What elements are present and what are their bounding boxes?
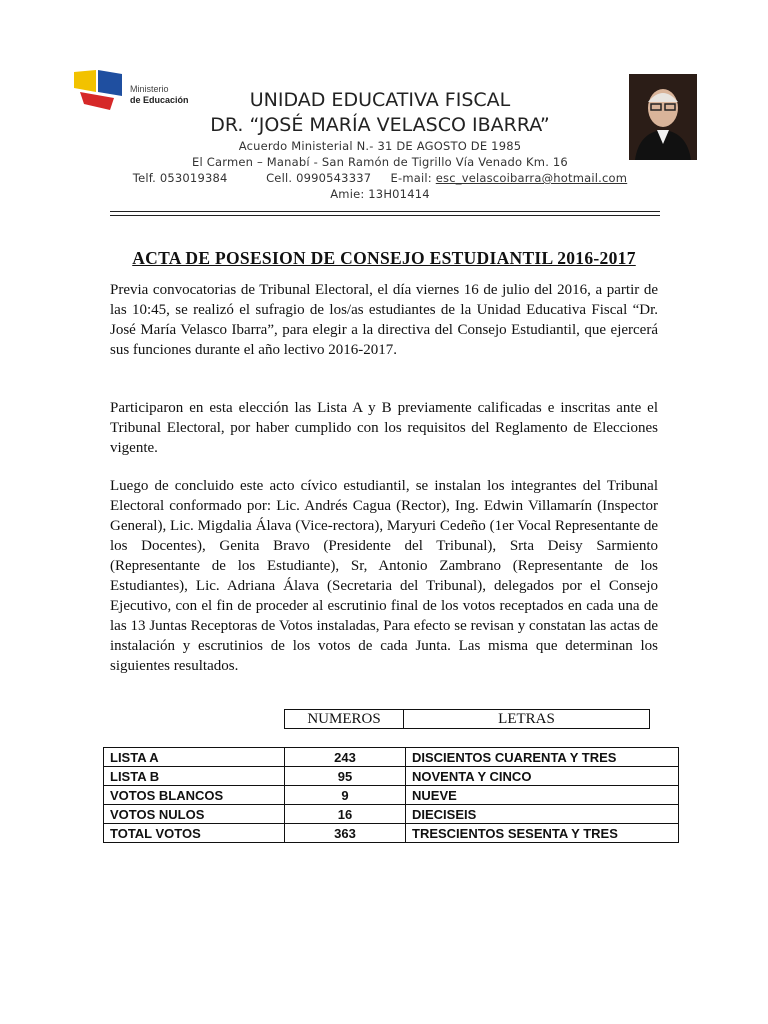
school-name-line1: UNIDAD EDUCATIVA FISCAL xyxy=(249,89,511,111)
row-words: TRESCIENTOS SESENTA Y TRES xyxy=(406,824,679,843)
row-number: 363 xyxy=(285,824,406,843)
paragraph-tribunal: Luego de concluido este acto cívico estudiantil, se instalan los integrantes del Tribunal Electoral conformado por: Lic. Andrés Cagua (Rector), Ing. Edwin Villamarín (Inspector General), Lic. Migdalia Álava (Vice-rectora), Maryuri Cedeño (1er Vocal Representante de los Docentes), Genita Bravo (Presidente del Tribunal), Srta Deisy Sarmiento (Representante de los Estudiante), Sr, Antonio Zambrano (Representante de los Estudiantes), Lic. Adriana Álava (Secretaria del Tribunal), delegados por el Consejo Ejecutivo, con el fin de proceder al escrutinio final de los votos receptados en cada una de las 13 Juntas Receptoras de Votos instaladas, Para efecto se revisan y constatan las actas de instalación y escrutinios de los votos de cada Junta. Las misma que determinan los siguientes resultados. xyxy=(110,478,658,674)
phone: Telf. 053019384 xyxy=(132,171,228,185)
header-divider-thin xyxy=(110,215,660,216)
results-table xyxy=(103,747,679,843)
paragraph-election-intro: Previa convocatorias de Tribunal Electoral, el día viernes 16 de julio del 2016, a partir de las 10:45, se realizó el sufragio de los/as estudiantes de la Unidad Educativa Fiscal “Dr. José María Velasco Ibarra”, para elegir a la directiva del Consejo Estudiantil, que ejercerá sus funciones durante el año lectivo 2016-2017. xyxy=(110,282,658,358)
paragraph-participants: Participaron en esta elección las Lista A y B previamente calificadas e inscritas ante el Tribunal Electoral, por haber cumplido con los requisitos del Reglamento de Elecciones vigente. xyxy=(110,400,658,456)
numbers-header: NUMEROS xyxy=(285,710,404,729)
row-number: 95 xyxy=(285,767,406,786)
row-label: TOTAL VOTOS xyxy=(104,824,285,843)
results-column-header xyxy=(284,709,650,729)
contact-line xyxy=(110,170,650,186)
row-number: 9 xyxy=(285,786,406,805)
document-title: ACTA DE POSESION DE CONSEJO ESTUDIANTIL 2016-2017 xyxy=(132,248,636,268)
row-label: LISTA B xyxy=(104,767,285,786)
logo-line1: Ministerio xyxy=(130,84,169,94)
row-label: VOTOS NULOS xyxy=(104,805,285,824)
table-row xyxy=(104,748,679,767)
school-name-line2: DR. “JOSÉ MARÍA VELASCO IBARRA” xyxy=(210,114,550,136)
row-number: 243 xyxy=(285,748,406,767)
cell-phone: Cell. 0990543337 xyxy=(266,171,372,185)
letters-header: LETRAS xyxy=(404,710,650,729)
header-divider-thick xyxy=(110,211,660,212)
table-row xyxy=(104,805,679,824)
row-label: VOTOS BLANCOS xyxy=(104,786,285,805)
school-address: El Carmen – Manabí - San Ramón de Tigrillo Vía Venado Km. 16 xyxy=(192,155,568,169)
table-row xyxy=(104,824,679,843)
school-header xyxy=(110,88,650,202)
row-label: LISTA A xyxy=(104,748,285,767)
ministerial-agreement: Acuerdo Ministerial N.- 31 DE AGOSTO DE 1985 xyxy=(238,139,522,153)
row-words: DIECISEIS xyxy=(406,805,679,824)
email-label: E-mail: xyxy=(390,171,432,185)
row-words: NOVENTA Y CINCO xyxy=(406,767,679,786)
amie-code: Amie: 13H01414 xyxy=(330,187,430,201)
row-number: 16 xyxy=(285,805,406,824)
email-link[interactable]: esc_velascoibarra@hotmail.com xyxy=(435,171,628,185)
row-words: DISCIENTOS CUARENTA Y TRES xyxy=(406,748,679,767)
table-row xyxy=(104,786,679,805)
table-row xyxy=(104,767,679,786)
logo-line2: de Educación xyxy=(130,95,189,105)
row-words: NUEVE xyxy=(406,786,679,805)
